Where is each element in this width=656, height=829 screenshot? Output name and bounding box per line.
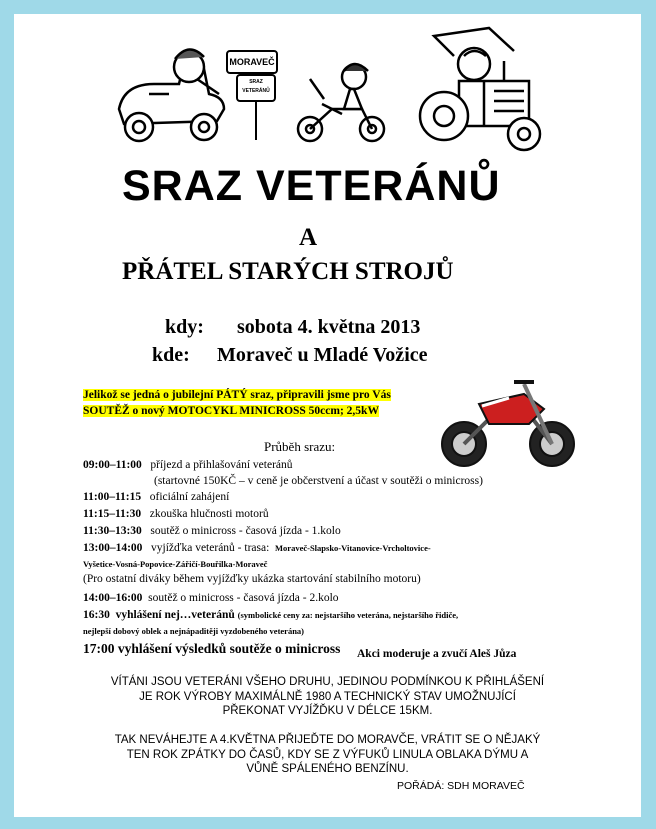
title-conjunction: A: [299, 224, 318, 251]
program-row-ride: [83, 542, 431, 554]
program-time: 09:00–11:00: [83, 459, 142, 471]
program-text: soutěž o minicross - časová jízda - 1.kolo: [150, 525, 341, 537]
program-row-noise-test: [83, 508, 269, 520]
notice-line: PŘEKONAT VYJÍŽĎKU V DÉLCE 15KM.: [222, 705, 433, 717]
program-text: soutěž o minicross - časová jízda - 2.kolo: [148, 592, 339, 604]
minicross-bike-image: [434, 364, 584, 474]
poster-title: SRAZ VETERÁNŮ: [122, 162, 501, 210]
notice-line: TEN ROK ZPÁTKY DO ČASŮ, KDY SE Z VÝFUKŮ LINULA OBLAKA DÝMU A: [126, 748, 529, 761]
notice-paragraph-2: [14, 733, 641, 777]
organizer: POŘÁDÁ: SDH MORAVEČ: [397, 780, 525, 792]
program-row-round2: [83, 592, 339, 604]
program-text: vyjížďka veteránů - trasa:: [151, 542, 270, 554]
when-value: sobota 4. května 2013: [237, 316, 421, 338]
program-heading: Průběh srazu:: [264, 439, 336, 454]
route-line1: Moraveč-Slapsko-Vitanovice-Vrcholtovice-: [275, 543, 431, 553]
contest-box: [83, 387, 391, 419]
program-row-round1: [83, 525, 341, 537]
program-text: vyhlášení nej…veteránů: [115, 609, 235, 621]
program-time: 16:30: [83, 609, 110, 621]
sign-post: [255, 96, 257, 140]
notice-line: JE ROK VÝROBY MAXIMÁLNĚ 1980 A TECHNICKÝ STAV UMOŽNUJÍCÍ: [139, 690, 516, 703]
program-time: 14:00–16:00: [83, 592, 143, 604]
program-text: zkouška hlučnosti motorů: [149, 508, 269, 520]
notice-paragraph-1: [14, 675, 641, 719]
tractor-illustration: [414, 16, 549, 156]
event-sign-line2: VETERÁNŮ: [242, 88, 270, 94]
program-time: 11:00–11:15: [83, 491, 142, 503]
poster-subtitle: PŘÁTEL STARÝCH STROJŮ: [122, 258, 454, 285]
event-sign: [236, 74, 276, 102]
program-row-results: 17:00 vyhlášení výsledků soutěže o minicross: [83, 641, 341, 656]
program-text: oficiální zahájení: [149, 491, 230, 503]
when-label: kdy:: [165, 316, 204, 338]
program-time: 11:30–13:30: [83, 525, 142, 537]
contest-line2: SOUTĚŽ o nový MOTOCYKL MINICROSS 50ccm; 2,5kW: [83, 405, 379, 417]
program-row-awards: [83, 609, 458, 621]
moped-rider-illustration: [292, 59, 392, 149]
program-time: 11:15–11:30: [83, 508, 142, 520]
route-line2: Vyšetice-Vosná-Popovice-Zářičí-Bouřilka-Moraveč: [83, 559, 268, 569]
poster-page: [14, 14, 641, 817]
notice-line: TAK NEVÁHEJTE A 4.KVĚTNA PŘIJEĎTE DO MORAVČE, VRÁTIT SE O NĚJAKÝ: [114, 734, 541, 746]
contest-line1: Jelikož se jedná o jubilejní PÁTÝ sraz, připravili jsme pro Vás: [83, 389, 391, 401]
where-value: Moraveč u Mladé Vožice: [217, 344, 428, 366]
program-note-engine: (Pro ostatní diváky během vyjížďky ukázka startování stabilního motoru): [83, 573, 421, 585]
awards-note1: (symbolické ceny za: nejstaršího veterána, nejstaršího řidiče,: [237, 610, 459, 620]
vintage-car-illustration: [109, 39, 234, 149]
program-row-opening: [83, 491, 229, 503]
notice-line: VŮNĚ SPÁLENÉHO BENZÍNU.: [246, 763, 409, 775]
program-time: 13:00–14:00: [83, 542, 143, 554]
awards-note2: nejlepší dobový oblek a nejnápaditěji vyzdobeného veterána): [83, 626, 305, 636]
event-sign-line1: SRAZ: [249, 79, 263, 85]
where-label: kde:: [152, 344, 190, 366]
notice-line: VÍTÁNI JSOU VETERÁNI VŠEHO DRUHU, JEDINOU PODMÍNKOU K PŘIHLÁŠENÍ: [110, 676, 545, 688]
program-row-arrival: [83, 459, 293, 471]
program-note-fee: (startovné 150KČ – v ceně je občerstvení a účast v soutěži o minicross): [154, 475, 483, 487]
moderator-line: Akci moderuje a zvučí Aleš Jůza: [357, 648, 517, 660]
program-text: příjezd a přihlašování veteránů: [150, 459, 293, 471]
town-sign: MORAVEČ: [226, 50, 278, 74]
